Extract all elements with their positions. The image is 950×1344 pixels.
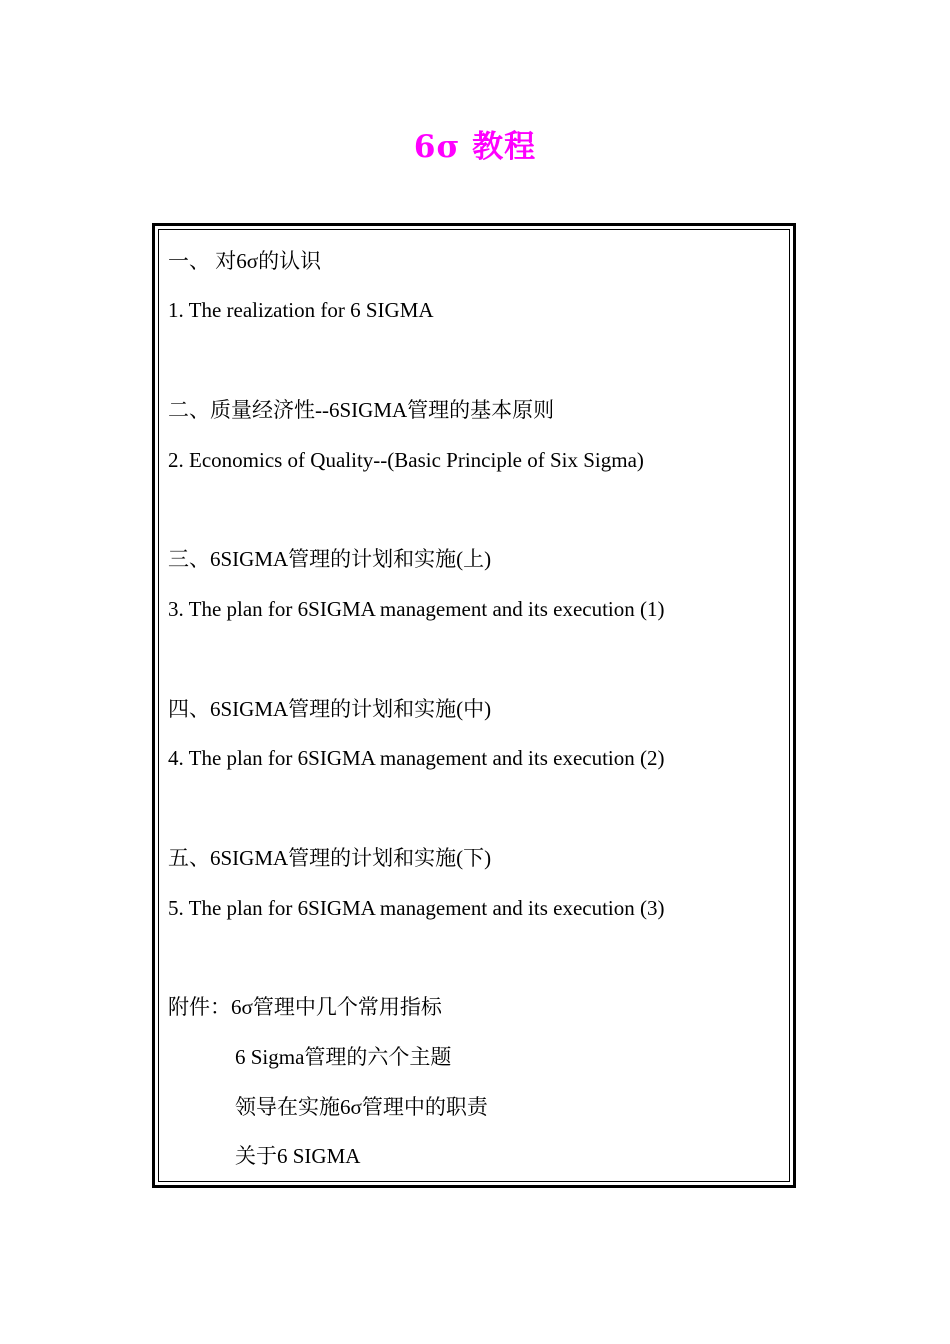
toc-section-2-zh: 二、质量经济性--6SIGMA管理的基本原则 [168, 398, 555, 422]
toc-box [152, 223, 796, 1188]
toc-section-4-zh: 四、6SIGMA管理的计划和实施(中) [168, 697, 492, 721]
toc-section-1-zh: 一、 对6σ的认识 [168, 249, 322, 273]
toc-section-3-en: 3. The plan for 6SIGMA management and its execution (1) [168, 597, 665, 621]
toc-appendix-label: 附件：6σ管理中几个常用指标 [168, 995, 442, 1019]
toc-section-4-en: 4. The plan for 6SIGMA management and its execution (2) [168, 746, 665, 770]
toc-section-3-zh: 三、6SIGMA管理的计划和实施(上) [168, 547, 492, 571]
toc-appendix-item: 6 Sigma管理的六个主题 [235, 1045, 452, 1069]
toc-section-5-zh: 五、6SIGMA管理的计划和实施(下) [168, 846, 492, 870]
toc-section-1-en: 1. The realization for 6 SIGMA [168, 298, 434, 322]
toc-section-5-en: 5. The plan for 6SIGMA management and its execution (3) [168, 896, 665, 920]
toc-appendix-item: 关于6 SIGMA [235, 1144, 361, 1168]
page-title: 6σ 教程 [413, 129, 537, 165]
toc-box-inner [158, 229, 790, 1182]
toc-section-2-en: 2. Economics of Quality--(Basic Principle of Six Sigma) [168, 448, 644, 472]
toc-appendix-item: 领导在实施6σ管理中的职责 [235, 1095, 488, 1119]
